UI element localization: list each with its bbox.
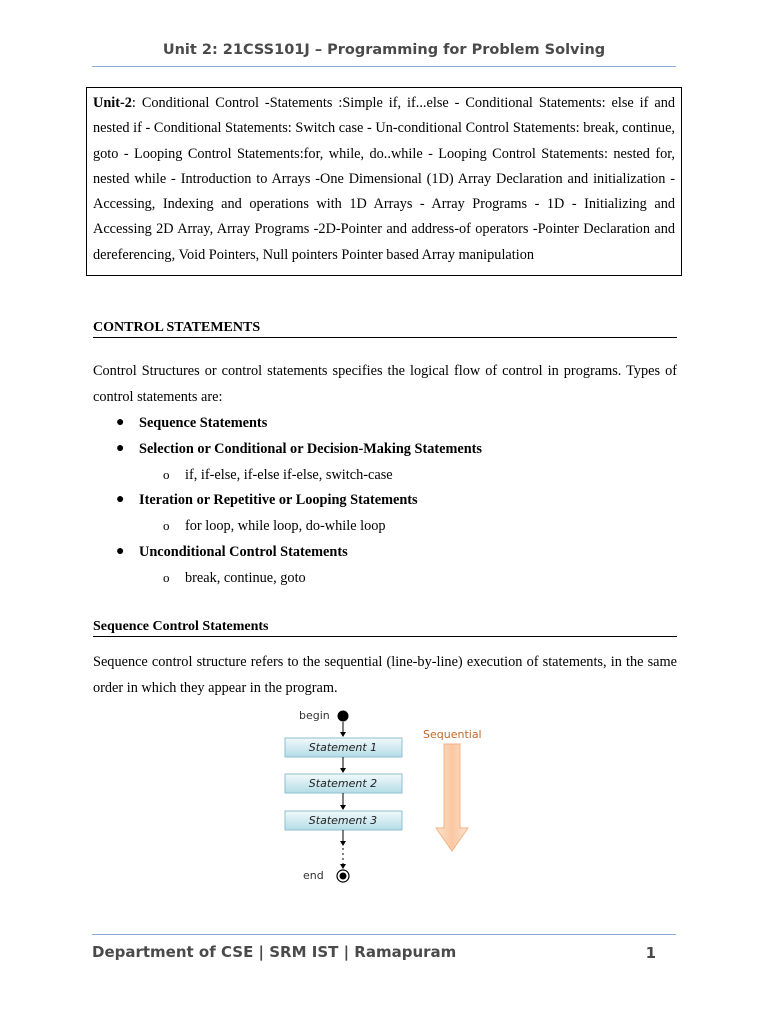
statement-label-3: Statement 3 [308,814,378,827]
flow-arrowhead [340,732,346,737]
circle-bullet-icon: o [163,518,170,533]
statement-label-2: Statement 2 [308,777,378,790]
footer-department: Department of CSE | SRM IST | Ramapuram [92,943,457,961]
flow-arrowhead [340,841,346,846]
circle-bullet-icon: o [163,467,170,482]
page-number: 1 [645,944,656,962]
control-statements-heading-text: CONTROL STATEMENTS [93,320,261,335]
end-node [340,873,347,880]
list-item: Iteration or Repetitive or Looping Statements [139,492,418,508]
sub-list-item: if, if-else, if-else if-else, switch-case [185,467,393,483]
sequential-arrow [436,744,468,851]
sub-list-item: break, continue, goto [185,570,306,586]
end-label: end [303,869,324,882]
list-item: Sequence Statements [139,415,268,431]
flow-arrowhead [340,864,346,869]
page-footer [92,934,676,961]
flow-arrowhead [340,805,346,810]
bullet-icon: ● [116,441,125,456]
syllabus-text: : Conditional Control -Statements :Simple if, if...else - Conditional Statements: else if and nested if - Conditional Statements: Switch case - Un-conditional Control Statements: break, continue, goto - Looping Control Statements:for, while, do..while - Looping Control Statements: nested for, nested while - Introduction to Arrays -One Dimensional (1D) Array Declaration and initialization - Accessing, Indexing and operations with 1D Arrays - Array Programs - 1D - Initializing and Accessing 2D Array, Array Programs -2D-Pointer and address-of operators -Pointer Declaration and dereferencing, Void Pointers, Null pointers Pointer based Array manipulation [93,95,675,263]
sub-list-item: for loop, while loop, do-while loop [185,518,386,534]
syllabus-box [86,87,682,276]
page-header [92,42,676,67]
bullet-icon: ● [116,415,125,430]
syllabus-label: Unit-2 [93,95,132,111]
control-statements-heading [93,320,677,338]
list-item: Selection or Conditional or Decision-Making Statements [139,441,482,457]
statement-label-1: Statement 1 [308,741,378,754]
sequence-control-heading-text: Sequence Control Statements [93,619,269,634]
sequence-control-text: Sequence control structure refers to the sequential (line-by-line) execution of statements, in the same order in which they appear in the program. [93,654,677,696]
flow-arrowhead [340,768,346,773]
sequence-flow-diagram [280,700,500,890]
begin-label: begin [299,709,330,722]
list-item: Unconditional Control Statements [139,544,348,560]
begin-node [338,711,349,722]
control-statements-intro: Control Structures or control statements specifies the logical flow of control in programs. Types of control statements are: [93,363,677,405]
sequence-control-heading [93,619,677,637]
bullet-icon: ● [116,492,125,507]
bullet-icon: ● [116,544,125,559]
sequential-label: Sequential [423,728,482,741]
circle-bullet-icon: o [163,570,170,585]
page-header-title: Unit 2: 21CSS101J – Programming for Problem Solving [162,42,606,58]
